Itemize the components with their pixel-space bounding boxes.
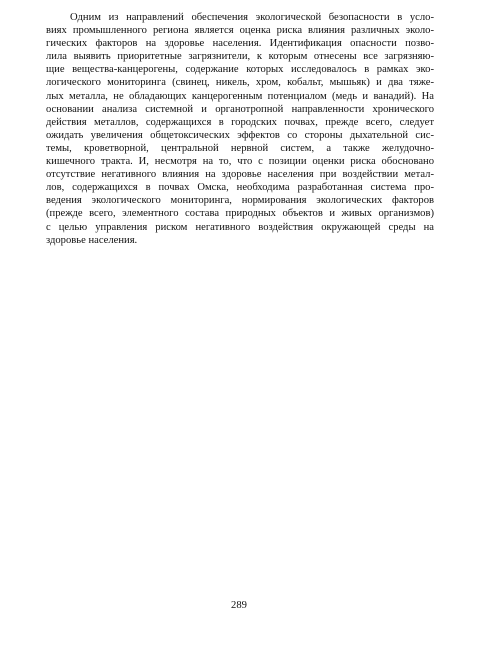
paragraph-line: с целью управления риском негативного воздействия окружающей среды на (46, 221, 434, 233)
paragraph-line: ведения экологического мониторинга, нормирования экологических факторов (46, 195, 434, 207)
paragraph-line: здоровье населения. (46, 234, 138, 246)
paragraph-line: лов, содержащихся в почвах Омска, необходима разработанная система про- (46, 182, 434, 194)
paragraph-line: виях промышленного региона является оценка риска влияния различных эколо- (46, 25, 434, 37)
paragraph-line: лых металла, не обладающих канцерогенным потенциалом (медь и ванадий). На (46, 90, 434, 102)
paragraph-line: основании анализа системной и органотропной направленности хронического (46, 103, 434, 115)
body-paragraph (46, 11, 434, 247)
paragraph-line: гических факторов на здоровье населения. Идентификация опасности позво- (46, 38, 434, 50)
paragraph-line: действия металлов, содержащихся в городских почвах, прежде всего, следует (46, 116, 434, 128)
paragraph-line: темы, кроветворной, центральной нервной систем, а также желудочно- (46, 142, 434, 154)
paragraph-line: лила выявить приоритетные загрязнители, к которым отнесены все загрязняю- (46, 51, 434, 63)
paragraph-line: ожидать увеличения общетоксических эффектов со стороны дыхательной сис- (46, 129, 434, 141)
paragraph-line: (прежде всего, элементного состава природных объектов и живых организмов) (46, 208, 434, 220)
page-number: 289 (231, 600, 247, 611)
paragraph-line: щие вещества-канцерогены, содержание которых исследовалось в рамках эко- (46, 64, 434, 76)
paragraph-line: отсутствие негативного влияния на здоровье населения при воздействии метал- (46, 169, 434, 181)
paragraph-line: Одним из направлений обеспечения экологической безопасности в усло- (70, 12, 434, 23)
paragraph-line: логического мониторинга (свинец, никель, хром, кобальт, мышьяк) и два тяже- (46, 77, 434, 89)
paragraph-line: кишечного тракта. И, несмотря на то, что с позиции оценки риска обосновано (46, 156, 434, 168)
